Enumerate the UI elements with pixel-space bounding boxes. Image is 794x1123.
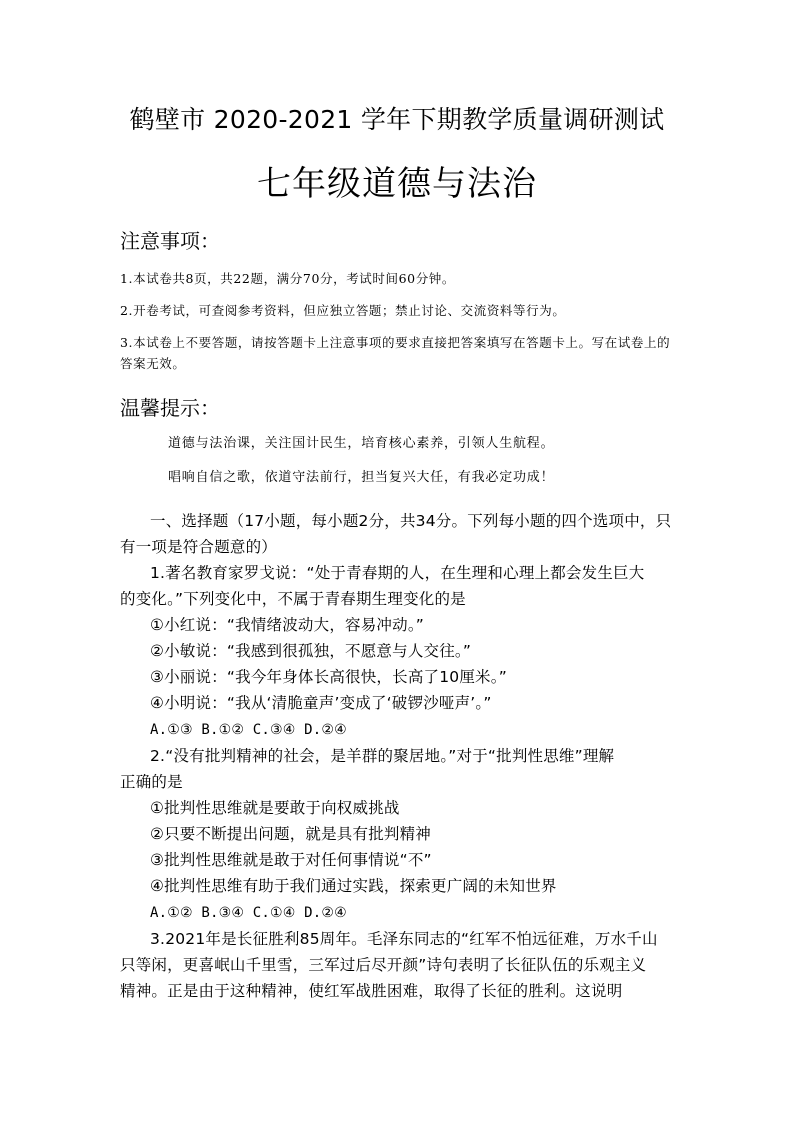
question-2-option-1: ①批判性思维就是要敢于向权威挑战 [150, 799, 400, 817]
subject-title: 七年级道德与法治 [257, 164, 537, 204]
question-1-option-1: ①小红说：“我情绪波动大，容易冲动。” [150, 616, 425, 634]
question-2-stem-line-1: 2.“没有批判精神的社会，是羊群的聚居地。”对于“批判性思维”理解 [150, 747, 615, 765]
question-1-stem-line-1: 1.著名教育家罗戈说：“处于青春期的人，在生理和心理上都会发生巨大 [150, 564, 645, 582]
notice-item-2: 2.开卷考试，可查阅参考资料，但应独立答题；禁止讨论、交流资料等行为。 [120, 303, 566, 318]
question-2-option-4: ④批判性思维有助于我们通过实践，探索更广阔的未知世界 [150, 877, 557, 895]
question-3-stem-line-3: 精神。正是由于这种精神，使红军战胜困难，取得了长征的胜利。这说明 [120, 982, 623, 1000]
section-intro-line-2: 有一项是符合题意的） [120, 538, 278, 556]
question-2-choices: A.①② B.③④ C.①④ D.②④ [150, 905, 347, 921]
question-3-stem-line-1: 3.2021年是长征胜利85周年。毛泽东同志的“红军不怕远征难，万水千山 [150, 930, 658, 948]
question-2-option-3: ③批判性思维就是敢于对任何事情说“不” [150, 851, 432, 869]
tip-line-1: 道德与法治课，关注国计民生，培育核心素养，引领人生航程。 [168, 436, 555, 451]
question-1-option-4: ④小明说：“我从‘清脆童声’变成了‘破锣沙哑声’。” [150, 694, 492, 712]
tips-heading: 温馨提示： [120, 396, 220, 420]
notice-heading: 注意事项： [120, 229, 220, 253]
question-1-option-2: ②小敏说：“我感到很孤独，不愿意与人交往。” [150, 642, 472, 660]
section-intro-line-1: 一、选择题（17小题，每小题2分，共34分。下列每小题的四个选项中，只 [150, 512, 672, 530]
question-2-stem-line-2: 正确的是 [120, 773, 183, 791]
tip-line-2: 唱响自信之歌，依道守法前行，担当复兴大任，有我必定功成！ [168, 470, 555, 485]
exam-title: 鹤壁市 2020-2021 学年下期教学质量调研测试 [129, 105, 665, 134]
question-2-option-2: ②只要不断提出问题，就是具有批判精神 [150, 825, 431, 843]
notice-item-3: 3.本试卷上不要答题，请按答题卡上注意事项的要求直接把答案填写在答题卡上。写在试卷上的答案无效。 [120, 335, 671, 371]
notice-item-1: 1.本试卷共8页，共22题，满分70分，考试时间60分钟。 [120, 271, 455, 286]
question-1-option-3: ③小丽说：“我今年身体长高很快，长高了10厘米。” [150, 668, 507, 686]
question-1-choices: A.①③ B.①② C.③④ D.②④ [150, 722, 347, 738]
question-3-stem-line-2: 只等闲，更喜岷山千里雪，三军过后尽开颜”诗句表明了长征队伍的乐观主义 [120, 956, 647, 974]
question-1-stem-line-2: 的变化。”下列变化中，不属于青春期生理变化的是 [120, 590, 466, 608]
